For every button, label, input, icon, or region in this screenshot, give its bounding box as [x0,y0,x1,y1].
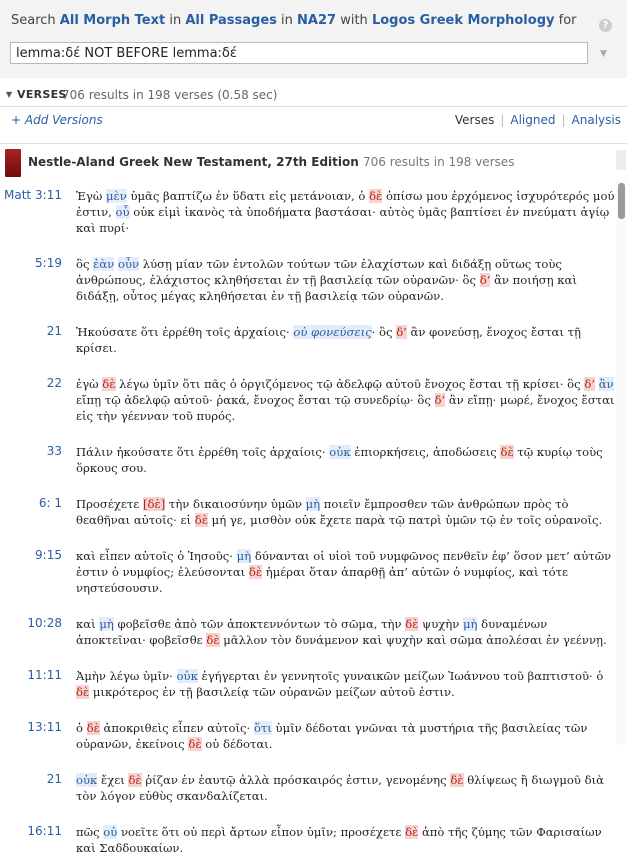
text-segment: ἂν φονεύσῃ, ἔνοχος ἔσται τῇ κρίσει. [76,325,581,355]
text-segment: ὑμῖν δέδοται γνῶναι τὰ μυστήρια τῆς βασιλείας τῶν οὐρανῶν, ἐκείνοις [76,721,588,751]
text-segment: μᾶλλον τὸν δυνάμενον καὶ ψυχὴν καὶ σῶμα ἀπολέσαι ἐν γεέννῃ. [219,633,607,647]
tab-analysis[interactable]: Analysis [571,113,621,127]
secondary-hit[interactable]: οὖν [117,257,140,271]
text-segment: ἐπιορκήσεις, ἀποδώσεις [350,445,501,459]
text-segment: ὀπίσω μου ἐρχόμενος ἰσχυρότερός μού ἐστιν, [76,189,615,219]
search-hit[interactable]: δὲ [206,633,220,647]
secondary-hit[interactable]: οὐκ [329,445,351,459]
secondary-hit[interactable]: μὴ [305,497,321,511]
in-label-1: in [165,13,186,28]
verse-text [76,180,615,236]
search-hit[interactable]: δὲ [248,565,263,579]
result-row [0,316,615,356]
chapter-verse[interactable]: 6: 1 [38,496,62,510]
text-segment: ὃς [76,257,94,271]
result-row [0,764,615,804]
result-row [0,248,615,304]
verse-text [76,712,615,752]
text-segment: οὐ δέδοται. [201,737,273,751]
result-row [0,436,615,476]
search-hit[interactable]: δὲ [405,825,419,839]
text-segment: ἐγήγερται ἐν γεννητοῖς γυναικῶν μείζων Ἰωάννου τοῦ βαπτιστοῦ· ὁ [197,669,604,683]
secondary-hit[interactable]: μὴ [236,549,252,563]
result-row [0,660,615,700]
chapter-verse[interactable]: 10:28 [27,616,62,630]
search-hit[interactable]: δὲ [405,617,419,631]
text-segment: ἀποκριθεὶς εἶπεν αὐτοῖς· [99,721,254,735]
with-label: with [336,13,372,28]
text-segment: δύνανται οἱ υἱοὶ τοῦ νυμφῶνος πενθεῖν ἐφ’ ὅσον μετ’ αὐτῶν ἐστιν ὁ νυμφίος; ἐλεύσονται [76,549,612,579]
text-segment: ἀπὸ τῆς ζύμης τῶν Φαρισαίων καὶ Σαδδουκαίων. [76,825,602,855]
text-segment: ἂν ποιήσῃ καὶ διδάξῃ, οὗτος μέγας κληθήσεται ἐν τῇ βασιλείᾳ τῶν οὐρανῶν. [76,273,577,303]
text-segment: Πάλιν ἠκούσατε ὅτι ἐρρέθη τοῖς ἀρχαίοις· [76,445,330,459]
edition-count: 706 results in 198 verses [363,155,515,169]
search-hit[interactable]: δ’ [434,393,446,407]
secondary-hit[interactable]: ἂν [598,377,614,391]
search-hit[interactable]: δὲ [500,445,514,459]
result-row [0,540,615,596]
secondary-hit[interactable]: οὗ [115,205,130,219]
search-description [11,13,577,28]
verse-text [76,660,615,700]
text-segment: ἔχει [97,773,129,787]
chapter-verse[interactable]: 16:11 [27,824,62,838]
in-label-2: in [276,13,298,28]
search-hit[interactable]: δ’ [396,325,407,339]
text-segment: ῥίζαν ἐν ἑαυτῷ ἀλλὰ πρόσκαιρός ἐστιν, γενομένης [141,773,451,787]
verse-text [76,764,615,804]
verse-text [76,488,615,528]
text-segment: ποιεῖν ἔμπροσθεν τῶν ἀνθρώπων πρὸς τὸ θεαθῆναι αὐτοῖς· εἰ [76,497,569,527]
verse-text [76,540,615,596]
chapter-verse[interactable]: 5:19 [35,256,62,270]
verse-text [76,368,615,424]
result-row [0,368,615,424]
verse-text [76,436,615,476]
version-link[interactable]: NA27 [297,13,337,28]
text-segment: Ἀμὴν λέγω ὑμῖν· [76,669,177,683]
book-abbrev[interactable]: Matt [4,188,32,202]
results-list [0,180,615,868]
verses-label: VERSES [17,88,67,101]
secondary-hit[interactable]: μὴ [462,617,478,631]
chevron-down-icon[interactable]: ▼ [600,49,607,59]
text-segment: θλίψεως ἢ διωγμοῦ διὰ τὸν λόγον εὐθὺς σκανδαλίζεται. [76,773,604,803]
search-hit[interactable]: δὲ [76,685,90,699]
search-panel [0,0,627,78]
secondary-hit[interactable]: οὐκ [176,669,198,683]
verse-text [76,248,615,304]
chapter-verse[interactable]: 21 [46,324,62,338]
search-hit[interactable]: δὲ [102,377,116,391]
result-row [0,608,615,648]
verse-text [76,608,615,648]
chapter-verse[interactable]: 9:15 [35,548,62,562]
result-row [0,488,615,528]
chapter-verse[interactable]: 21 [46,772,62,786]
text-segment: μή γε, μισθὸν οὐκ ἔχετε παρὰ τῷ πατρὶ ὑμῶν τῷ ἐν τοῖς οὐρανοῖς. [207,513,603,527]
text-segment: Ἐγὼ [76,189,106,203]
collapse-triangle-icon[interactable]: ▼ [6,90,13,99]
result-count: 706 results in 198 verses (0.58 sec) [62,88,278,102]
text-segment: εἴπῃ τῷ ἀδελφῷ αὐτοῦ· ῥακά, ἔνοχος ἔσται τῷ συνεδρίῳ· ὃς [76,393,435,407]
text-segment: καὶ [76,617,100,631]
divider [0,143,627,144]
tab-verses[interactable]: Verses [454,113,495,127]
tab-aligned[interactable]: Aligned [510,113,556,127]
secondary-hit[interactable]: οὐ [103,825,118,839]
text-segment: ἐγὼ [76,377,103,391]
secondary-hit[interactable]: ὅτι [253,721,272,735]
scrollbar-thumb[interactable] [618,183,625,219]
result-row [0,712,615,752]
text-segment: · ὃς [371,325,397,339]
chapter-verse[interactable]: 11:11 [27,668,62,682]
text-segment: οὐκ εἰμὶ ἱκανὸς τὰ ὑποδήματα βαστάσαι· αὐτὸς ὑμᾶς βαπτίσει ἐν πνεύματι ἁγίῳ καὶ πυρί· [76,205,610,235]
for-label: for [554,13,577,28]
scrollbar[interactable] [616,180,626,745]
chapter-verse[interactable]: 3:11 [35,188,62,202]
scroll-up-button[interactable] [616,150,626,170]
text-segment: καὶ εἶπεν αὐτοῖς ὁ Ἰησοῦς· [76,549,237,563]
text-segment: ὑμᾶς βαπτίζω ἐν ὕδατι εἰς μετάνοιαν, ὁ [126,189,370,203]
edition-header [28,155,515,169]
text-segment: τὴν δικαιοσύνην ὑμῶν [165,497,306,511]
quotation-hit[interactable]: οὐ φονεύσεις [293,325,372,339]
text-segment: νοεῖτε ὅτι οὐ περὶ ἄρτων εἶπον ὑμῖν; προσέχετε [117,825,406,839]
text-segment: δυναμένων ἀποκτεῖναι· φοβεῖσθε [76,617,548,647]
view-tabs: Verses | Aligned | Analysis [449,113,627,127]
morphology-link[interactable]: Logos Greek Morphology [371,13,555,28]
text-segment: ψυχὴν [418,617,463,631]
search-hit[interactable]: δὲ [188,737,202,751]
search-hit[interactable]: δὲ [86,721,100,735]
chapter-verse[interactable]: 33 [46,444,62,458]
search-hit[interactable]: δὲ [369,189,383,203]
text-segment: ὁ [76,721,87,735]
text-segment: λέγω ὑμῖν ὅτι πᾶς ὁ ὀργιζόμενος τῷ ἀδελφῷ αὐτοῦ ἔνοχος ἔσται τῇ κρίσει· ὃς [115,377,585,391]
search-hit[interactable]: δ’ [479,273,491,287]
result-row [0,816,615,856]
help-icon[interactable]: ? [599,19,612,32]
secondary-hit[interactable]: οὐκ [76,773,98,787]
verse-text [76,316,615,356]
search-prefix: Search [11,13,60,28]
passages-link[interactable]: All Passages [185,13,277,28]
divider [0,106,627,107]
verse-text [76,816,615,856]
morph-text-link[interactable]: All Morph Text [59,13,166,28]
search-hit[interactable]: δὲ [450,773,464,787]
search-hit[interactable]: [δὲ] [142,497,166,511]
result-row [0,180,615,236]
text-segment: ἡμέραι ὅταν ἀπαρθῇ ἀπ’ αὐτῶν ὁ νυμφίος, καὶ τότε νηστεύσουσιν. [76,565,569,595]
search-hit[interactable]: δὲ [128,773,142,787]
text-segment: ἂν εἴπῃ· μωρέ, ἔνοχος ἔσται εἰς τὴν γέενναν τοῦ πυρός. [76,393,615,423]
text-segment: Προσέχετε [76,497,143,511]
text-segment: λύσῃ μίαν τῶν ἐντολῶν τούτων τῶν ἐλαχίστων καὶ διδάξῃ οὕτως τοὺς ἀνθρώπους, ἐλάχιστος κληθήσεται ἐν τῇ βασιλείᾳ τῶν οὐρανῶν· ὃς [76,257,562,287]
edition-title: Nestle-Aland Greek New Testament, 27th Edition [28,155,359,169]
text-segment: Ἠκούσατε ὅτι ἐρρέθη τοῖς ἀρχαίοις· [76,325,294,339]
search-hit[interactable]: δὲ [194,513,208,527]
verses-section-header[interactable] [0,84,627,106]
book-icon [5,149,21,177]
search-hit[interactable]: δ’ [584,377,596,391]
text-segment: πῶς [76,825,104,839]
add-versions-button[interactable]: + Add Versions [11,113,103,127]
chapter-verse[interactable]: 22 [46,376,62,390]
chapter-verse[interactable]: 13:11 [27,720,62,734]
text-segment: φοβεῖσθε ἀπὸ τῶν ἀποκτεννόντων τὸ σῶμα, τὴν [113,617,406,631]
secondary-hit[interactable]: μὲν [105,189,127,203]
text-segment: τῷ κυρίῳ τοὺς ὅρκους σου. [76,445,603,475]
text-segment: μικρότερος ἐν τῇ βασιλείᾳ τῶν οὐρανῶν μείζων αὐτοῦ ἐστιν. [89,685,455,699]
search-input[interactable]: lemma:δέ NOT BEFORE lemma:δέ [10,42,588,64]
secondary-hit[interactable]: ἐὰν [93,257,115,271]
secondary-hit[interactable]: μὴ [99,617,114,631]
